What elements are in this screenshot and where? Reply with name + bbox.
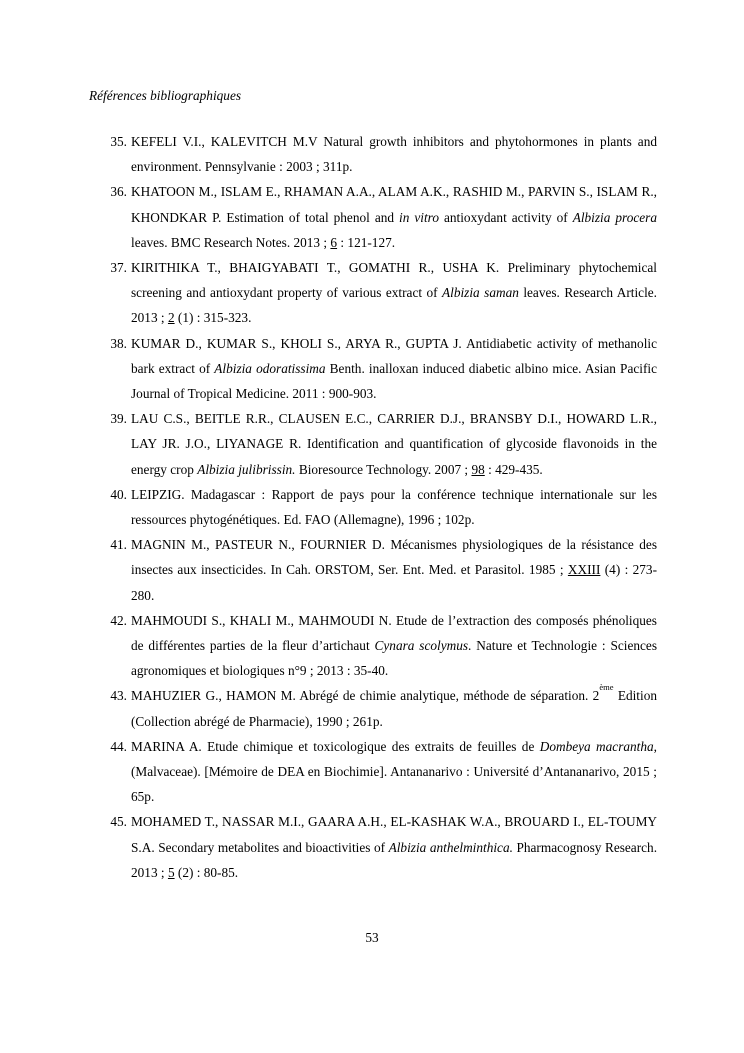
reference-item <box>89 809 657 885</box>
reference-text: MARINA A. Etude chimique et toxicologique des extraits de feuilles de <box>131 738 540 754</box>
reference-item <box>89 179 657 255</box>
reference-italic: Dombeya macrantha <box>539 738 654 754</box>
reference-number: 45. <box>110 814 127 830</box>
reference-text: MOHAMED T., NASSAR M.I., GAARA A.H., EL-KASHAK W.A., BROUARD I., EL-TOUMY S.A. Secondary metabolites and bioactivities of <box>131 814 657 855</box>
reference-text: Benth. inalloxan induced diabetic albino mice. Asian Pacific Journal of Tropical Medicine. 2011 : 900-903. <box>131 360 657 402</box>
reference-number: 42. <box>110 612 127 628</box>
reference-list <box>89 129 657 885</box>
reference-text: (1) : 315-323. <box>174 310 252 326</box>
reference-volume: 6 <box>330 234 338 250</box>
reference-text: leaves. Research Article. 2013 ; <box>131 285 657 326</box>
reference-number: 40. <box>110 486 127 502</box>
reference-number: 37. <box>110 260 127 276</box>
reference-text: Pharmacognosy Research. 2013 ; <box>131 839 658 880</box>
reference-number: 43. <box>110 688 127 704</box>
reference-italic: Albizia procera <box>572 209 657 225</box>
reference-text: : 429-435. <box>484 461 543 477</box>
reference-text: Bioresource Technology. 2007 ; <box>295 461 472 477</box>
reference-text: Edition (Collection abrégé de Pharmacie), 1990 ; 261p. <box>131 688 657 729</box>
reference-item <box>89 255 657 331</box>
reference-item <box>89 331 657 407</box>
page-number: 53 <box>365 930 379 945</box>
reference-number: 41. <box>110 537 127 553</box>
reference-text: KIRITHIKA T., BHAIGYABATI T., GOMATHI R., USHA K. Preliminary phytochemical screening and antioxydant property of various extract of <box>131 260 657 301</box>
reference-text: (4) : 273-280. <box>131 562 657 603</box>
reference-italic: in vitro <box>399 209 439 225</box>
reference-item <box>89 683 657 733</box>
reference-number: 36. <box>110 184 127 200</box>
reference-text: KUMAR D., KUMAR S., KHOLI S., ARYA R., GUPTA J. Antidiabetic activity of methanolic bark extract of <box>131 335 657 376</box>
reference-italic: Albizia julibrissin. <box>197 461 296 477</box>
reference-volume: 5 <box>167 864 175 880</box>
reference-item <box>89 734 657 810</box>
reference-item <box>89 406 657 482</box>
reference-item <box>89 532 657 608</box>
reference-volume: 98 <box>471 461 485 477</box>
reference-text: MAGNIN M., PASTEUR N., FOURNIER D. Mécanismes physiologiques de la résistance des insectes aux insecticides. In Cah. ORSTOM, Ser. Ent. Med. et Parasitol. 1985 ; <box>131 537 657 578</box>
reference-text: , (Malvaceae). [Mémoire de DEA en Biochimie]. Antananarivo : Université d’Antananarivo, 2015 ; 65p. <box>131 738 657 805</box>
reference-text: MAHMOUDI S., KHALI M., MAHMOUDI N. Etude de l’extraction des composés phénoliques de différentes parties de la fleur d’artichaut <box>131 612 657 654</box>
reference-italic: Albizia anthelminthica. <box>388 839 513 855</box>
reference-item <box>89 129 657 179</box>
reference-item <box>89 608 657 684</box>
reference-text: MAHUZIER G., HAMON M. Abrégé de chimie analytique, méthode de séparation. 2 <box>131 688 600 704</box>
reference-volume: 2 <box>167 310 175 326</box>
reference-number: 44. <box>110 738 127 754</box>
reference-text: (2) : 80-85. <box>174 864 239 880</box>
running-header: Références bibliographiques <box>89 88 242 103</box>
reference-text: : 121-127. <box>337 234 396 250</box>
reference-text: LAU C.S., BEITLE R.R., CLAUSEN E.C., CARRIER D.J., BRANSBY D.I., HOWARD L.R., LAY JR. J.O., LIYANAGE R. Identification and quantification of glycoside flavonoids in the energy crop <box>131 411 657 477</box>
reference-italic: Albizia saman <box>442 285 519 301</box>
reference-number: 38. <box>110 335 127 351</box>
reference-item <box>89 482 657 532</box>
reference-number: 35. <box>110 134 127 149</box>
reference-italic: Albizia odoratissima <box>214 360 326 376</box>
reference-text: KEFELI V.I., KALEVITCH M.V Natural growth inhibitors and phytohormones in plants and environment. Pennsylvanie : 2003 ; 311p. <box>131 134 657 175</box>
reference-number: 39. <box>110 411 127 427</box>
reference-text: leaves. BMC Research Notes. 2013 ; <box>131 234 331 250</box>
reference-superscript: ème <box>599 682 614 693</box>
reference-text: antioxydant activity of <box>439 209 573 225</box>
reference-italic: Cynara scolymus <box>374 638 469 654</box>
reference-text: LEIPZIG. Madagascar : Rapport de pays pour la conférence technique internationale sur les ressources phytogénétiques. Ed. FAO (Allemagne), 1996 ; 102p. <box>131 486 657 528</box>
reference-text: KHATOON M., ISLAM E., RHAMAN A.A., ALAM A.K., RASHID M., PARVIN S., ISLAM R., KHONDKAR P. Estimation of total phenol and <box>131 184 657 225</box>
reference-text: . Nature et Technologie : Sciences agronomiques et biologiques n°9 ; 2013 : 35-40. <box>131 638 657 679</box>
reference-volume: XXIII <box>567 562 601 578</box>
